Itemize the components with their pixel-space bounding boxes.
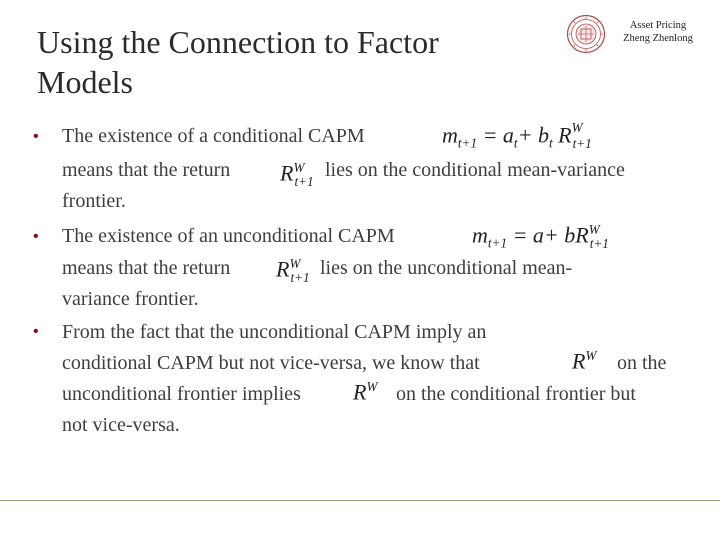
slide-title (37, 22, 557, 102)
footer-divider (0, 500, 720, 501)
course-name: Asset Pricing (629, 20, 687, 31)
bullet-3-return-symbol: $R^W$ (572, 348, 597, 374)
course-header-note (612, 19, 704, 45)
bullet-marker: • (33, 228, 39, 245)
bullet-marker: • (33, 323, 39, 340)
bullet-1-line-3: frontier. (62, 190, 126, 212)
bullet-1-return-symbol: $R^W_{t+1}$ (280, 160, 314, 189)
bullet-3-line-3a: unconditional frontier implies (62, 383, 301, 405)
bullet-3-return-symbol-2: $R^W$ (353, 379, 378, 405)
bullet-1-formula: $m_{t+1} = a_t+ b_t$ $R^W_{t+1}$ (442, 120, 592, 151)
bullet-2-line-1: The existence of an unconditional CAPM (62, 225, 395, 247)
bullet-2-line-2b: lies on the unconditional mean- (320, 257, 573, 279)
title-line-2: Models (37, 64, 133, 100)
bullet-2-line-2a: means that the return (62, 257, 231, 279)
bullet-3-line-1: From the fact that the unconditional CAPM imply an (62, 321, 487, 343)
bullet-1-line-2a: means that the return (62, 159, 231, 181)
title-line-1: Using the Connection to Factor (37, 24, 439, 60)
university-seal-icon (566, 14, 606, 54)
bullet-3-line-3b: on the conditional frontier but (396, 383, 636, 405)
bullet-2-formula: $m_{t+1} = a+ bR^W_{t+1}$ (472, 222, 609, 251)
author-name: Zheng Zhenlong (623, 33, 693, 44)
bullet-2-line-3: variance frontier. (62, 288, 199, 310)
bullet-1-line-1: The existence of a conditional CAPM (62, 125, 365, 147)
bullet-3-line-2a: conditional CAPM but not vice-versa, we know that (62, 352, 480, 374)
bullet-1-line-2b: lies on the conditional mean-variance (325, 159, 625, 181)
bullet-3-line-2b: on the (617, 352, 667, 374)
bullet-2-return-symbol: $R^W_{t+1}$ (276, 256, 310, 285)
bullet-3-line-4: not vice-versa. (62, 414, 180, 436)
bullet-marker: • (33, 128, 39, 145)
